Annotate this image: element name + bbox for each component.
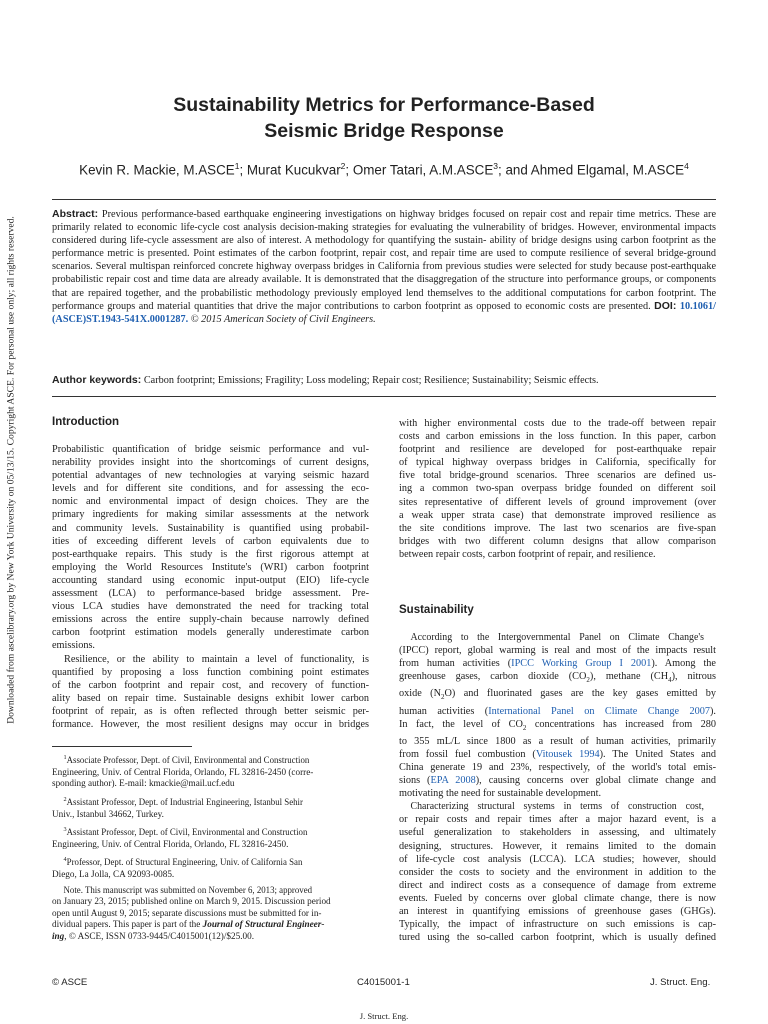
citation-link[interactable]: Vitousek 1994 [535, 748, 600, 760]
text-line: nerability provides insight into the shortcomings of current designs, [52, 457, 369, 469]
text-line: formance. However, the most resilient designs may occur in bridges [52, 718, 369, 730]
text-run: human activities ( [399, 705, 489, 717]
text-line: footprint and resilience are developed for post-earthquake repair [399, 444, 716, 456]
text-line: carbon footprint estimation models generally underestimate carbon [52, 627, 369, 639]
text-line [399, 748, 716, 761]
text-line: post-earthquake repairs. This study is the first rigorous attempt at [52, 548, 369, 560]
text-line: quantified by proposing a loss function combining point estimates [52, 666, 369, 678]
text-line [399, 670, 716, 687]
footnote-line: sponding author). E-mail: kmackie@mail.ucf.edu [52, 778, 235, 789]
text-line: between repair costs, carbon footprint of repair, and resilience. [399, 548, 656, 560]
text-run: from human activities ( [399, 658, 512, 670]
footnote-text: Assistant Professor, Dept. of Civil, Environmental and Construction [66, 827, 308, 838]
text-line: useful generalization to stakeholders in assessing, and ultimately [399, 827, 716, 839]
citation-link[interactable]: IPCC Working Group I 2001 [511, 658, 652, 670]
abstract [52, 208, 716, 326]
text-run: ). [710, 705, 716, 717]
text-line: ing a common two-span overpass bridge founded on different soil [399, 483, 716, 495]
footnote-line: Univ., Istanbul 34662, Turkey. [52, 808, 164, 819]
subscript: 2 [441, 693, 445, 702]
journal-name: Journal of Structural Engineer- [202, 919, 325, 930]
text-line: accounting standard using economic input-output (EIO) life-cycle [52, 574, 369, 586]
abstract-line: ability of bridge designs using carbon footprint as the performance metric is presented. Point estimates of the carbon footprint, repair cost, and [52, 235, 716, 260]
paragraph [52, 653, 369, 666]
footnote-2 [52, 794, 369, 820]
author-keywords [52, 374, 716, 387]
text-run: ), nitrous [671, 671, 716, 683]
copyright-notice: © 2015 American Society of Civil Engineers. [190, 313, 376, 325]
footnote-3 [52, 824, 369, 850]
text-run: sions ( [399, 775, 431, 787]
journal-name-cont: ing [52, 930, 65, 941]
text-line: emissions. [52, 640, 95, 652]
text-run: ). The United States and [599, 748, 716, 760]
footer-page-id: C4015001-1 [357, 977, 410, 988]
footnote-text: dividual papers. This paper is part of the [52, 919, 201, 930]
text-line: bridges with two different column designs that allow comparison [399, 535, 716, 547]
introduction-column [52, 443, 369, 731]
footnote-line [52, 919, 369, 931]
doi-label: DOI: [654, 299, 677, 312]
abstract-line: However, environmental impacts considered during life-cycle assessment are also of interest. A methodology for quantifying the sustain- [52, 222, 716, 247]
author-separator: ; [345, 162, 353, 178]
subscript: 2 [522, 723, 527, 732]
paragraph [399, 631, 716, 800]
submission-note [52, 885, 369, 943]
footnote-line: $^2$Assistant Professor, Dept. of Industrial Engineering, Istanbul Sehir [63, 795, 303, 807]
text-line: five total bridge-ground scenarios. Three scenarios are defined us- [399, 470, 716, 482]
text-line: Probabilistic quantification of bridge seismic performance and vul- [52, 444, 369, 455]
footnotes [52, 752, 369, 947]
footnote-line: Diego, La Jolla, CA 92093-0085. [52, 869, 175, 879]
footnote-line: $^4$Professor, Dept. of Structural Engineering, Univ. of California San [63, 856, 303, 868]
footer-journal-bottom: J. Struct. Eng. [359, 1011, 409, 1021]
text-line: footprint of repair, as is often reflected through better seismic per- [52, 705, 369, 717]
text-line: (IPCC) report, global warming is real and most of the impacts result [399, 645, 716, 657]
text-line: events. Fueled by concerns over global climate change, there is now [399, 892, 716, 904]
text-line: direct and indirect costs as a consequence of damage from extreme [399, 879, 716, 891]
text-line: Typically, the impact of infrastructure on such emissions is cap- [399, 919, 716, 931]
text-line: of typical highway overpass bridges in California, specifically for [399, 457, 716, 469]
footnote-line [52, 931, 369, 943]
footnote-line: $^3$Assistant Professor, Dept. of Civil, Environmental and Construction [63, 826, 308, 838]
abstract-line: bridges in California from previous studies were selected for study because post-earthquake probabilistic repair cost and time data are already [52, 261, 716, 286]
author-affil-mark: 2 [340, 161, 346, 171]
text-line [399, 687, 716, 704]
text-run: ), causing concerns over global climate change and [475, 775, 716, 787]
text-line: designing, structures. However, it remains limited to the domain [399, 840, 716, 852]
footnote-text: Professor, Dept. of Structural Engineering, Univ. of California San [66, 857, 303, 868]
title-line-1: Sustainability Metrics for Performance-Based [173, 94, 595, 116]
text-line: levels and for different site conditions, and for assessing the eco- [52, 483, 369, 495]
text-run: O) and fluorinated gases are the key gases emitted by [444, 688, 716, 700]
text-line [399, 657, 716, 670]
text-line: nomic and environmental impact of design choices. They are the [52, 496, 369, 508]
footnote-line: $^1$Associate Professor, Dept. of Civil, Environmental and Construction [63, 754, 310, 766]
footnote-rule [52, 746, 192, 747]
text-line: with higher environmental costs due to the trade-off between repair [399, 418, 716, 429]
subscript: 2 [586, 676, 590, 685]
text-line: a weak upper strata case) that demonstrate improved resilience as [399, 509, 716, 521]
author-name: Omer Tatari, A.M.ASCE [352, 162, 494, 178]
paragraph [399, 800, 716, 944]
text-line: primary ingredients for making similar assessments at the network [52, 509, 369, 521]
text-line: sites representative of different levels of ground improvement (over [399, 496, 716, 508]
text-line: assessment (LCA) to performance-based bridge assessment. Pre- [52, 588, 369, 600]
abstract-line: repair time are used to compute resilience of several bridge-ground scenarios. Several multispan reinforced concrete highway overpass [52, 248, 716, 273]
text-line: employing the World Resources Institute's (WRI) carbon footprint [52, 561, 369, 573]
footnote-line: on January 23, 2015; published online on March 9, 2015. Discussion period [52, 896, 331, 907]
author-name: Kevin R. Mackie, M.ASCE [79, 162, 235, 178]
text-line: of the carbon footprint and repair cost, and recovery of function- [52, 679, 369, 691]
text-line: tured using the so-called carbon footprint, which is usually defined [399, 932, 716, 944]
introduction-column-2 [399, 417, 716, 561]
text-run: greenhouse gases, carbon dioxide (CO [399, 671, 587, 683]
paper-title [60, 92, 708, 144]
abstract-label: Abstract: [52, 208, 99, 220]
keywords-text: Carbon footprint; Emissions; Fragility; Loss modeling; Repair cost; Resilience; Sustainability; Seismic effects. [143, 375, 599, 386]
text-line: to 355 mL/L since 1800 as a result of human activities, primarily [399, 735, 716, 747]
doi-link[interactable]: 10.1061/ [679, 300, 717, 312]
author-affil-mark: 3 [493, 161, 498, 171]
text-line: an interest in quantifying emissions of greenhouse gases (GHGs). [399, 906, 716, 918]
text-line: or repair costs and repair times after a major hazard event, is a [399, 814, 716, 826]
text-line [399, 718, 716, 735]
footnote-text: Associate Professor, Dept. of Civil, Environmental and Construction [66, 755, 310, 766]
footer-publisher: © ASCE [52, 977, 88, 988]
text-run: concentrations has increased from 280 [526, 718, 716, 730]
text-line: and community levels. Sustainability is quantified using probabil- [52, 522, 369, 534]
section-heading-introduction: Introduction [52, 416, 120, 428]
text-line [399, 705, 716, 718]
text-line: ality based on repair time. Sustainable designs exhibit lower carbon [52, 692, 369, 704]
paragraph [399, 417, 716, 561]
text-line: of life-cycle cost analysis (LCCA). LCA studies; however, should [399, 853, 716, 865]
download-notice-text: Downloaded from ascelibrary.org by New York University on 05/13/15. Copyright ASCE. For personal use only; all rights reserved. [5, 216, 17, 724]
abstract-line: available. It is demonstrated that the disaggregation of the structure into performance groups, or components that are repaired together, and the [52, 274, 717, 299]
text-line: Characterizing structural systems in terms of construction cost, [410, 801, 704, 813]
citation-link[interactable]: EPA 2008 [430, 775, 476, 787]
author-list [40, 157, 728, 179]
paragraph-cont [52, 666, 369, 731]
text-run: ), methane (CH [589, 671, 669, 683]
text-line: motivating the need for sustainable development. [399, 788, 602, 800]
footnote-line: Engineering, Univ. of Central Florida, Orlando, FL 32816-2450. [52, 838, 289, 849]
footer-journal: J. Struct. Eng. [650, 977, 711, 988]
text-line: According to the Intergovernmental Panel on Climate Change's [410, 632, 704, 643]
text-line: vious LCA studies have demonstrated the need for tracking total [52, 601, 369, 613]
author-name: Murat Kucukvar [246, 162, 341, 178]
text-line [399, 774, 716, 787]
issn: , © ASCE, ISSN 0733-9445/C4015001(12)/$25.00. [64, 930, 254, 941]
footnote-4 [52, 854, 369, 880]
text-run: ). Among the [651, 658, 716, 670]
text-line: ities of exceeding different levels of carbon equivalents due to [52, 535, 369, 547]
text-line: Resilience, or the ability to maintain a level of functionality, is [64, 653, 369, 665]
abstract-line: Previous performance-based earthquake engineering investigations on highway bridges focused on repair cost and repair time [101, 209, 636, 220]
abstract-line: metrics. These are primarily related to economic life-cycle cost analysis decision-making strategies for evaluating the vulnerability of bridges. [52, 209, 717, 234]
text-line: China generate 19 and 23%, respectively, of the world's total emis- [399, 761, 716, 773]
text-run: oxide (N [399, 688, 441, 700]
text-run: from fossil fuel combustion ( [399, 748, 536, 760]
author-affil-mark: 1 [234, 161, 240, 171]
doi-link-cont[interactable]: (ASCE)ST.1943-541X.0001287. [52, 313, 189, 325]
author-affil-mark: 4 [684, 161, 689, 171]
text-line: the site conditions improve. The last two scenarios are five-span [399, 522, 716, 534]
sustainability-column [399, 631, 716, 944]
abstract-line: probabilistic methodology previously employed lend themselves to the additional computations for carbon footprint. The performance groups [52, 287, 717, 312]
footnote-line: Note. This manuscript was submitted on November 6, 2013; approved [63, 884, 313, 895]
section-heading-sustainability: Sustainability [399, 604, 474, 616]
text-line: emissions across the entire supply-chain because narrowly defined [52, 614, 369, 626]
paragraph [52, 443, 369, 653]
author-separator: ; and [498, 162, 531, 178]
abstract-bottom-rule [52, 396, 716, 397]
text-run: In fact, the level of CO [399, 718, 523, 730]
subscript: 4 [668, 676, 672, 685]
citation-link[interactable]: International Panel on Climate Change 2007 [488, 705, 711, 717]
text-line: costs and carbon emissions in the loss function. In this paper, carbon [399, 431, 716, 443]
footnote-1 [52, 752, 369, 790]
text-line: consider the costs to society and the environment in addition to the [399, 866, 716, 878]
footnote-line: Engineering, Univ. of Central Florida, Orlando, FL 32816-2450 (corre- [52, 766, 314, 777]
download-notice [4, 216, 18, 724]
footnote-text: Assistant Professor, Dept. of Industrial Engineering, Istanbul Sehir [66, 796, 303, 807]
title-line-2: Seismic Bridge Response [264, 120, 504, 142]
abstract-line: and material quantities that drive the major contributions to carbon footprint as opposed to economic costs are presented. [138, 300, 651, 312]
keywords-label: Author keywords: [52, 374, 142, 386]
author-name: Ahmed Elgamal, M.ASCE [530, 162, 685, 178]
author-separator: ; [239, 162, 247, 178]
text-line: potential advantages of new technologies at varying seismic hazard [52, 470, 369, 482]
abstract-top-rule [52, 199, 716, 200]
footnote-line: open until August 9, 2015; separate discussions must be submitted for in- [52, 907, 322, 918]
